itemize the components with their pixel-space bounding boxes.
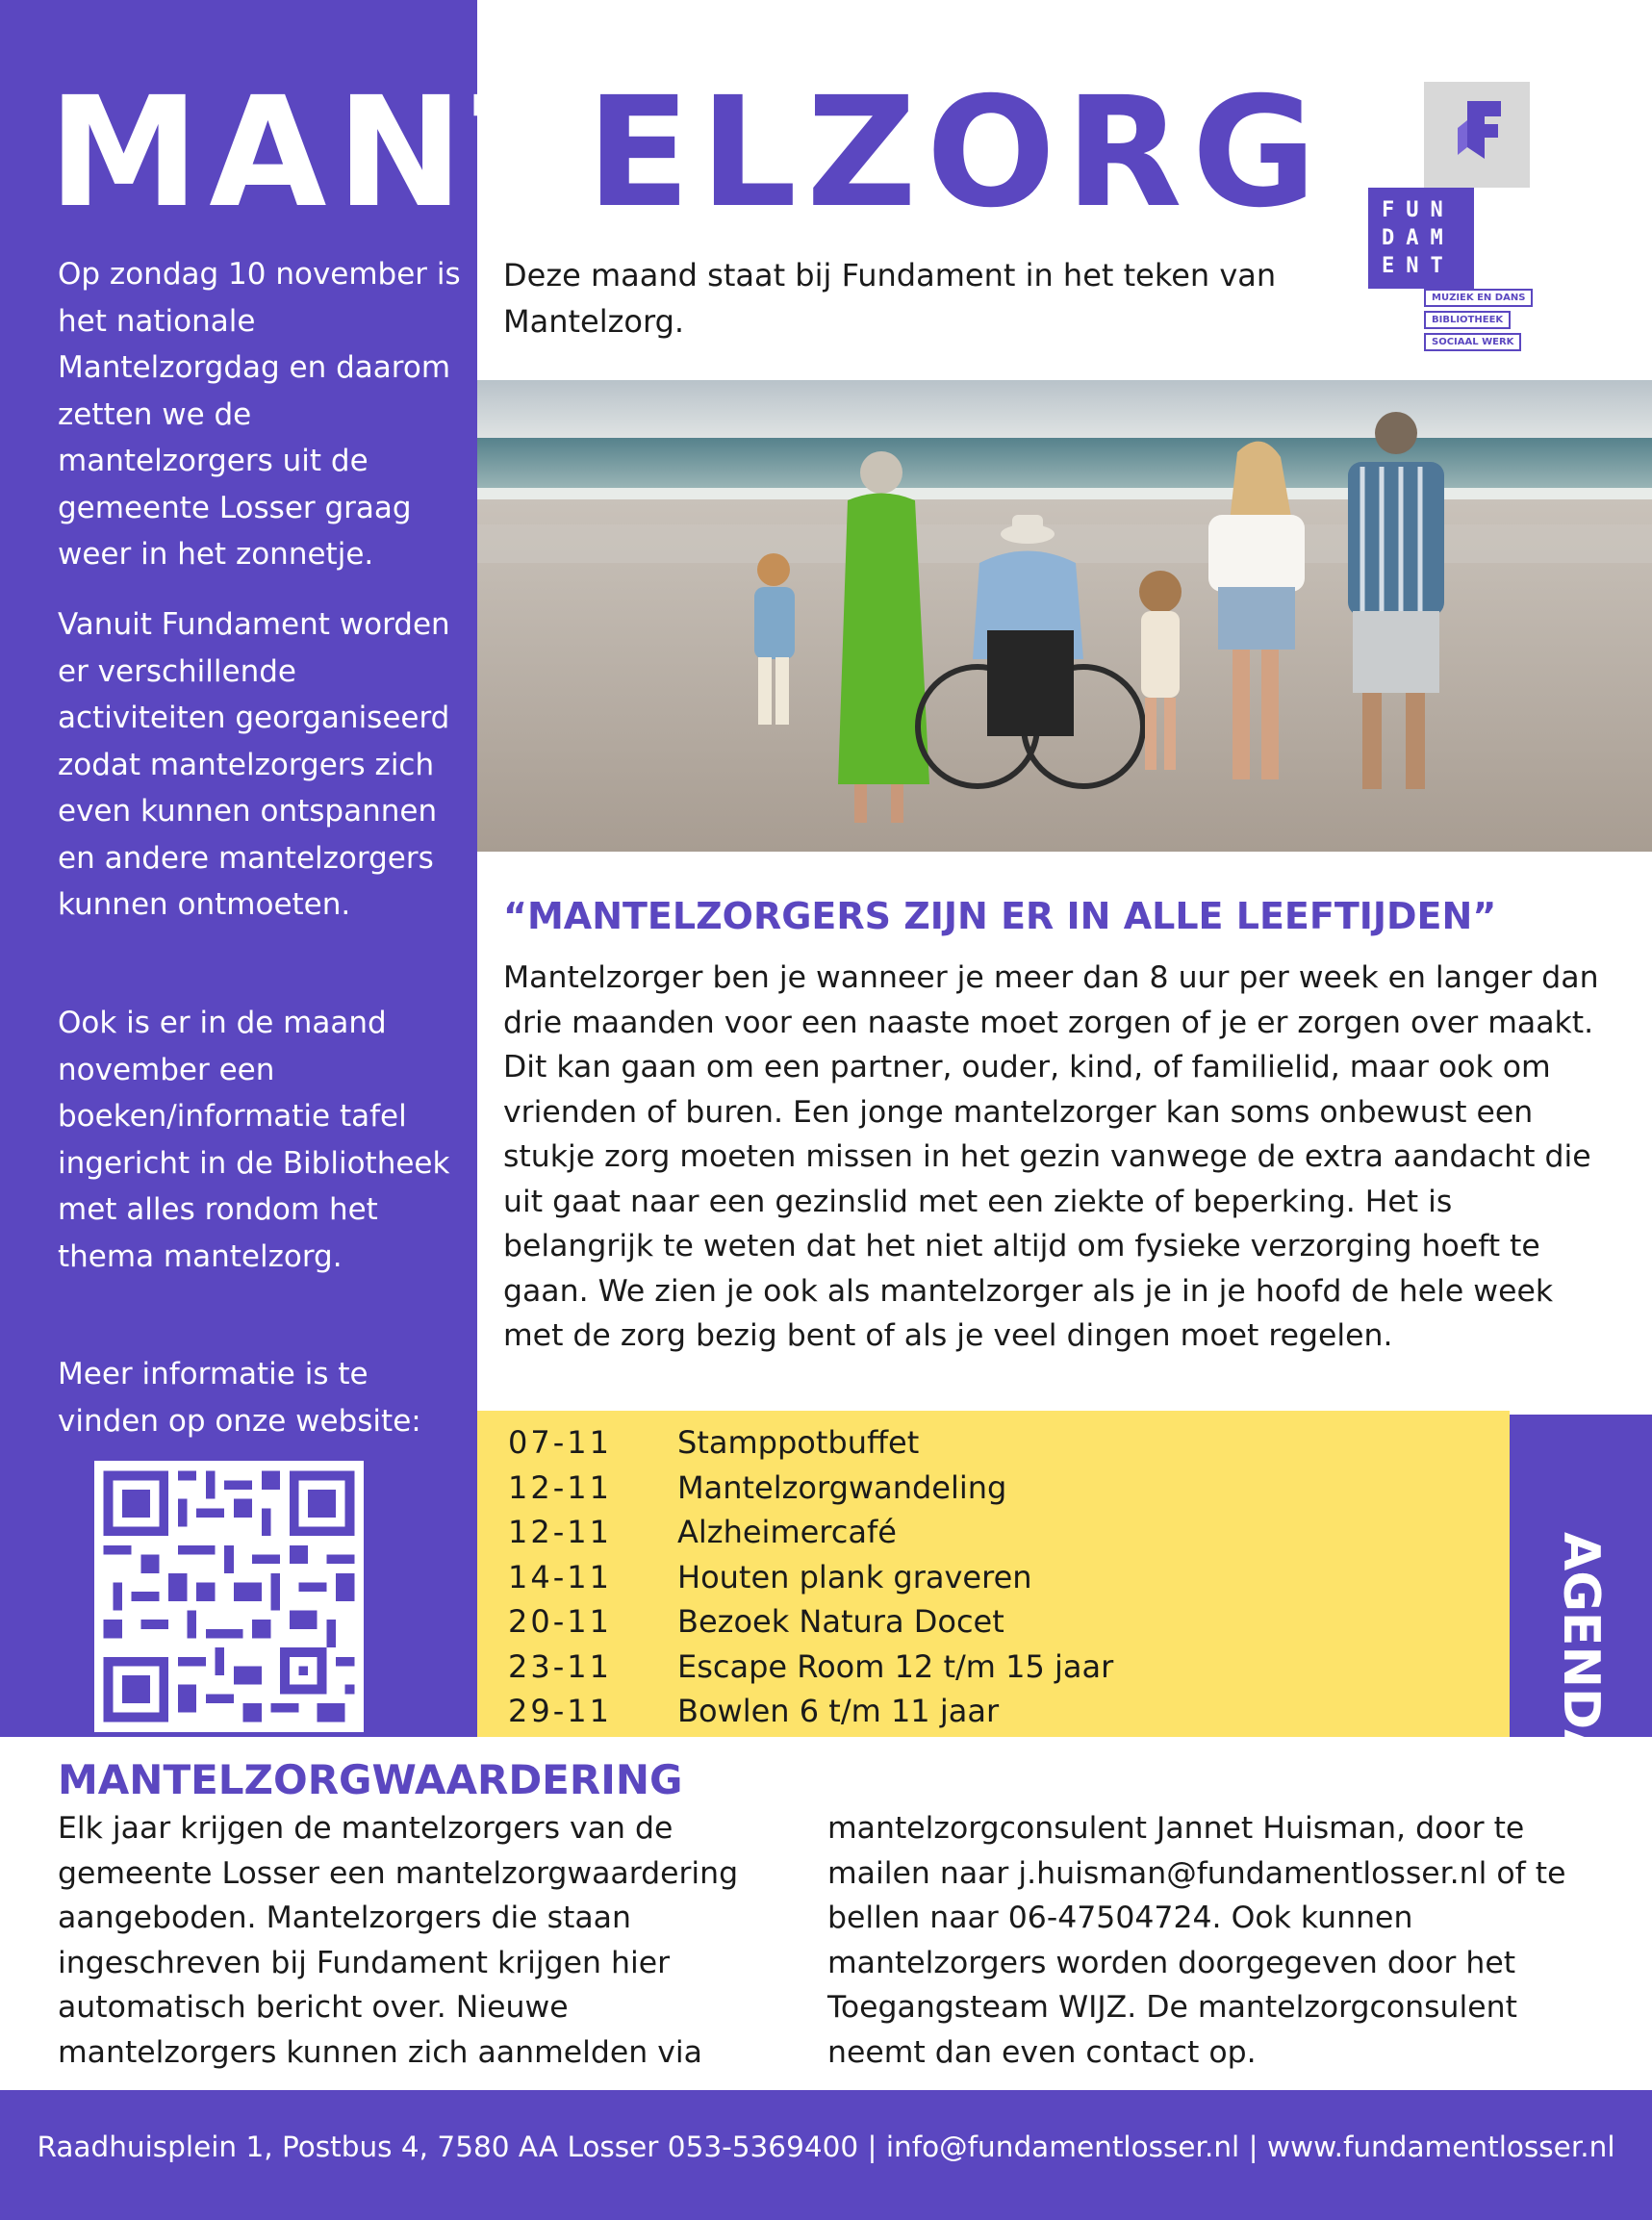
agenda-date: 07-11 [508,1424,612,1461]
title-part-2: ELZORG [586,64,1327,242]
quote-heading: “MANTELZORGERS ZIJN ER IN ALLE LEEFTIJDEN” [503,895,1497,937]
qr-code[interactable] [94,1461,364,1732]
footer-contact-text: Raadhuisplein 1, Postbus 4, 7580 AA Losser 053-5369400 | info@fundamentlosser.nl | www.fundamentlosser.nl [37,2131,1615,2163]
agenda-event: Stamppotbuffet [677,1424,920,1461]
logo-line-2: DAM [1382,226,1455,250]
quote-body: Mantelzorger ben je wanneer je meer dan 8 uur per week en langer dan drie maanden voor een naaste moet zorgen of je er zorgen over maakt. Dit kan gaan om een partner, ouder, kind, of familielid, maar ook om vrienden of buren. Een jonge mantelzorger kan soms onbewust een stukje zorg moeten missen in het gezin vanwege de extra aandacht die uit gaat naar een gezinslid met een ziekte of beperking. Het is belangrijk te weten dat het niet altijd om fysieke verzorging hoeft te gaan. We zien je ook als mantelzorger als je in je hoofd de hele week met de zorg bezig bent of als je veel dingen moet regelen. [503,960,1599,1353]
logo-tag-muziek: MUZIEK EN DANS [1424,289,1533,307]
logo-line-1: FUN [1382,198,1455,222]
logo-tag-sociaal: SOCIAAL WERK [1424,333,1521,351]
fundament-logo[interactable] [1366,82,1616,361]
logo-line-3: ENT [1382,254,1455,278]
page-title [48,64,1327,242]
agenda-label: AGENDA [1552,1532,1610,1769]
agenda-panel [477,1411,1510,1737]
activities-paragraph: Vanuit Fundament worden er verschillende activiteiten georganiseerd zodat mantelzorgers zich even kunnen ontspannen en andere mantelzorgers kunnen ontmoeten. [58,607,450,922]
waardering-text-col-1: Elk jaar krijgen de mantelzorgers van de gemeente Losser een mantelzorgwaardering aangeboden. Mantelzorgers die staan ingeschreven bij Fundament krijgen hier automatisch bericht over. Nieuwe mantelzorgers kunnen zich aanmelden via [58,1811,739,2070]
agenda-date: 29-11 [508,1693,612,1729]
waardering-heading: MANTELZORGWAARDERING [58,1756,683,1803]
logo-purple-block [1368,188,1474,289]
logo-f-icon [1448,99,1515,166]
agenda-event: Bezoek Natura Docet [677,1603,1004,1640]
title-part-1: MANT [48,64,587,242]
agenda-date: 20-11 [508,1603,612,1640]
agenda-date: 12-11 [508,1468,612,1506]
agenda-event: Mantelzorgwandeling [677,1468,1007,1506]
family-beach-photo [477,380,1652,852]
agenda-date: 23-11 [508,1647,612,1685]
website-paragraph: Meer informatie is te vinden op onze website: [58,1357,421,1439]
library-paragraph: Ook is er in de maand november een boeken/informatie tafel ingericht in de Bibliotheek met alles rondom het thema mantelzorg. [58,1006,450,1274]
intro-text: Deze maand staat bij Fundament in het teken van Mantelzorg. [503,257,1277,340]
waardering-text-col-2: mantelzorgconsulent Jannet Huisman, door te mailen naar j.huisman@fundamentlosser.nl of te bellen naar 06-47504724. Ook kunnen mantelzorgers worden doorgegeven door het Toegangsteam WIJZ. De mantelzorgconsulent neemt dan even contact op. [827,1811,1566,2070]
agenda-event: Escape Room 12 t/m 15 jaar [677,1647,1114,1685]
agenda-date: 14-11 [508,1558,612,1595]
intro-paragraph-left: Op zondag 10 november is het nationale Mantelzorgdag en daarom zetten we de mantelzorgers uit de gemeente Losser graag weer in het zonnetje. [58,257,461,572]
agenda-event: Houten plank graveren [677,1558,1032,1595]
agenda-date: 12-11 [508,1514,612,1550]
agenda-event: Bowlen 6 t/m 11 jaar [677,1693,1000,1729]
agenda-event: Alzheimercafé [677,1514,897,1550]
logo-tag-bibliotheek: BIBLIOTHEEK [1424,311,1511,329]
